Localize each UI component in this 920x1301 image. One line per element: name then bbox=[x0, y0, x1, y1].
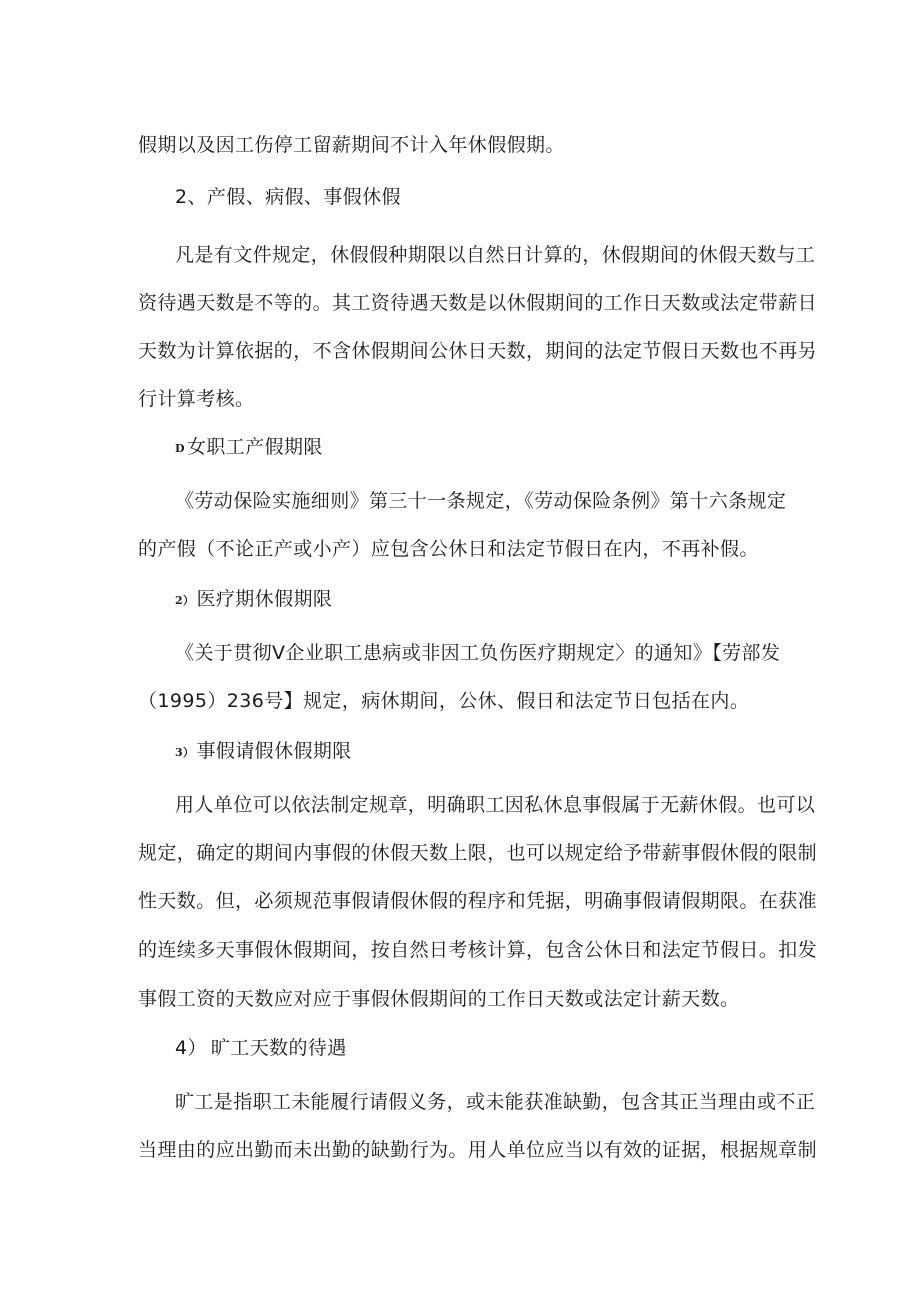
paragraph-line: 用人单位可以依法制定规章，明确职工因私休息事假属于无薪休假。也可以 bbox=[175, 794, 816, 816]
list-marker: D bbox=[175, 442, 185, 455]
subsection-heading bbox=[175, 586, 332, 614]
list-marker: 2） bbox=[175, 594, 195, 607]
paragraph-line: 资待遇天数是不等的。其工资待遇天数是以休假期间的工作日天数或法定带薪日 bbox=[138, 292, 818, 314]
subsection-heading-text: 事假请假休假期限 bbox=[196, 740, 352, 762]
paragraph-line: 规定，确定的期间内事假的休假天数上限，也可以规定给予带薪事假休假的限制 bbox=[138, 842, 818, 864]
list-marker: 3） bbox=[175, 746, 195, 759]
subsection-heading bbox=[175, 434, 323, 462]
paragraph-line: 凡是有文件规定，休假假种期限以自然日计算的，休假期间的休假天数与工 bbox=[175, 244, 816, 266]
subsection-heading-text: 旷工天数的待遇 bbox=[210, 1037, 347, 1059]
paragraph-line: 天数为计算依据的，不含休假期间公休日天数，期间的法定节假日天数也不再另 bbox=[138, 340, 818, 362]
paragraph-line: 性天数。但，必须规范事假请假休假的程序和凭据，明确事假请假期限。在获准 bbox=[138, 890, 818, 912]
paragraph-line: 行计算考核。 bbox=[138, 388, 255, 410]
section-heading: 2、产假、病假、事假休假 bbox=[175, 186, 401, 208]
paragraph-line: 当理由的应出勤而未出勤的缺勤行为。用人单位应当以有效的证据，根据规章制 bbox=[138, 1139, 818, 1161]
paragraph-line: 《劳动保险实施细则》第三十一条规定，《劳动保险条例》第十六条规定 bbox=[175, 490, 787, 512]
paragraph-line: 假期以及因工伤停工留薪期间不计入年休假假期。 bbox=[138, 134, 565, 156]
paragraph-line: （1995）236号】规定，病休期间，公休、假日和法定节日包括在内。 bbox=[138, 690, 750, 712]
paragraph-line: 的产假（不论正产或小产）应包含公休日和法定节假日在内，不再补假。 bbox=[138, 538, 759, 560]
subsection-heading-text: 女职工产假期限 bbox=[186, 436, 323, 458]
paragraph-line: 《关于贯彻V企业职工患病或非因工负伤医疗期规定〉的通知》【劳部发 bbox=[175, 642, 781, 664]
paragraph-line: 的连续多天事假休假期间，按自然日考核计算，包含公休日和法定节假日。扣发 bbox=[138, 939, 818, 961]
list-marker: 4） bbox=[175, 1037, 207, 1059]
paragraph-line: 事假工资的天数应对应于事假休假期间的工作日天数或法定计薪天数。 bbox=[138, 988, 740, 1010]
subsection-heading bbox=[175, 1035, 347, 1061]
subsection-heading-text: 医疗期休假期限 bbox=[196, 588, 333, 610]
subsection-heading bbox=[175, 738, 352, 766]
paragraph-line: 旷工是指职工未能履行请假义务，或未能获准缺勤，包含其正当理由或不正 bbox=[175, 1091, 816, 1113]
